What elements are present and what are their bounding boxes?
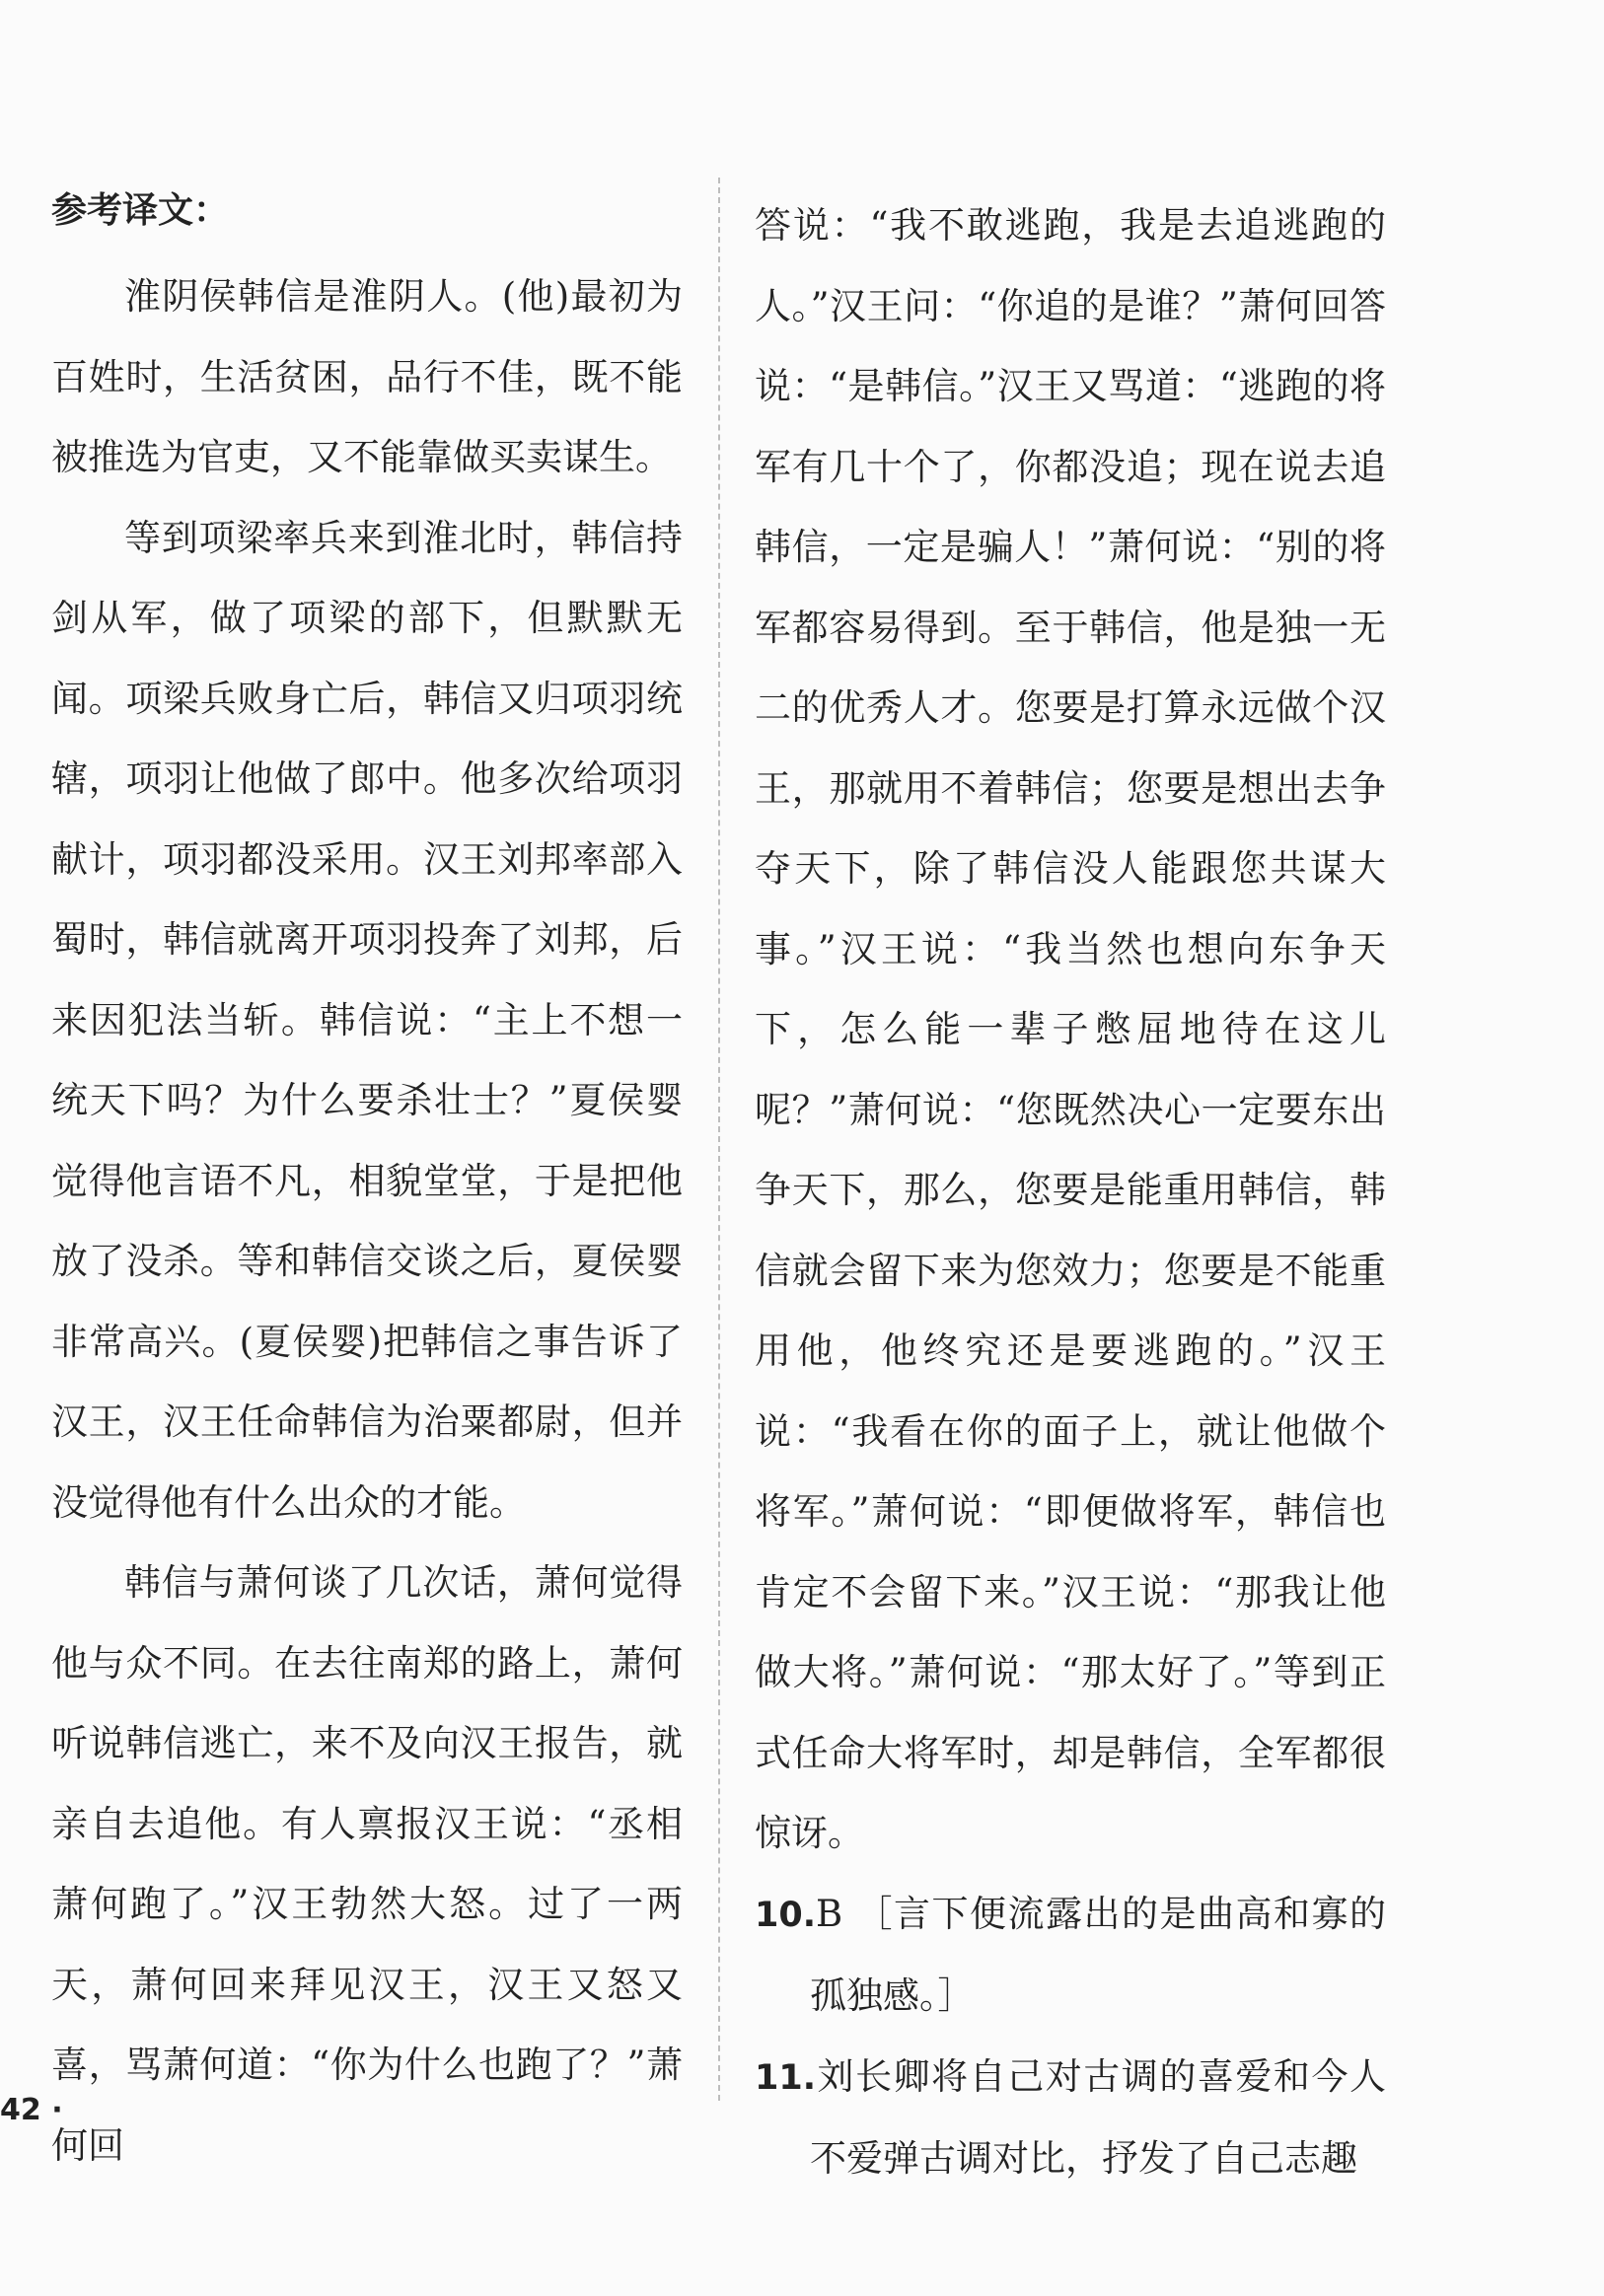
paragraph-1: 淮阴侯韩信是淮阴人。(他)最初为百姓时，生活贫困，品行不佳，既不能被推选为官吏，又不能靠做买卖谋生。 (51, 275, 683, 478)
left-column (51, 185, 683, 2186)
column-divider (718, 178, 720, 2101)
right-column (755, 185, 1386, 2199)
section-heading: 参考译文： (51, 190, 230, 231)
paragraph-3: 韩信与萧何谈了几次话，萧何觉得他与众不同。在去往南郑的路上，萧何听说韩信逃亡，来不及向汉王报告，就亲自去追他。有人禀报汉王说：“丞相萧何跑了。”汉王勃然大怒。过了一两天，萧何回来拜见汉王，汉王又怒又喜，骂萧何道：“你为什么也跑了？”萧何回 (51, 1561, 683, 2167)
item-number: 10. (755, 1895, 817, 1935)
item-number: 11. (755, 2057, 817, 2098)
item-text: B ［言下便流露出的是曲高和寡的孤独感。］ (810, 1892, 1386, 2017)
page-number: 42 · (0, 2093, 63, 2127)
answer-item-10 (755, 1874, 1386, 2037)
paragraph-continued: 答说：“我不敢逃跑，我是去追逃跑的人。”汉王问：“你追的是谁？”萧何回答说：“是韩信。”汉王又骂道：“逃跑的将军有几十个了，你都没追；现在说去追韩信，一定是骗人！”萧何说：“别的将军都容易得到。至于韩信，他是独一无二的优秀人才。您要是打算永远做个汉王，那就用不着韩信；您要是想出去争夺天下，除了韩信没人能跟您共谋大事。”汉王说：“我当然也想向东争天下，怎么能一辈子憋屈地待在这儿呢？”萧何说：“您既然决心一定要东出争天下，那么，您要是能重用韩信，韩信就会留下来为您效力；您要是不能重用他，他终究还是要逃跑的。”汉王说：“我看在你的面子上，就让他做个将军。”萧何说：“即便做将军，韩信也肯定不会留下来。”汉王说：“那我让他做大将。”萧何说：“那太好了。”等到正式任命大将军时，却是韩信，全军都很惊讶。 (755, 204, 1386, 1854)
paragraph-2: 等到项梁率兵来到淮北时，韩信持剑从军，做了项梁的部下，但默默无闻。项梁兵败身亡后，韩信又归项羽统辖，项羽让他做了郎中。他多次给项羽献计，项羽都没采用。汉王刘邦率部入蜀时，韩信就离开项羽投奔了刘邦，后来因犯法当斩。韩信说：“主上不想一统天下吗？为什么要杀壮士？”夏侯婴觉得他言语不凡，相貌堂堂，于是把他放了没杀。等和韩信交谈之后，夏侯婴非常高兴。(夏侯婴)把韩信之事告诉了汉王，汉王任命韩信为治粟都尉，但并没觉得他有什么出众的才能。 (51, 516, 683, 1524)
answer-item-11 (755, 2037, 1386, 2199)
item-text: 刘长卿将自己对古调的喜爱和今人不爱弹古调对比，抒发了自己志趣 (810, 2054, 1386, 2180)
